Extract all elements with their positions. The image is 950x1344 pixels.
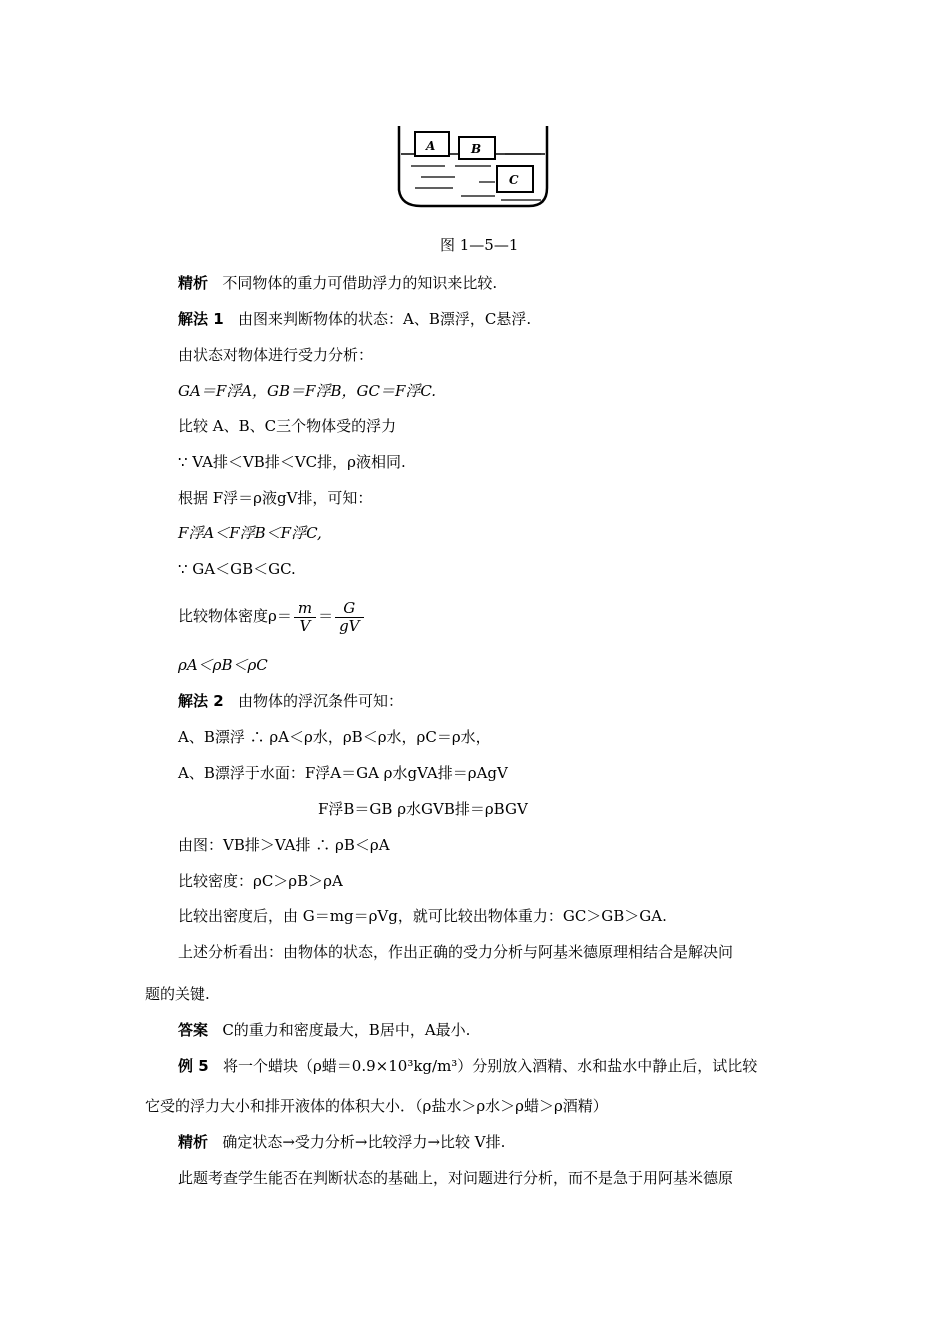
equals-sign: ＝ (318, 607, 334, 625)
formula-line-17: 比较密度：ρC＞ρB＞ρA (178, 872, 343, 890)
formula-line-9: ∵ GA＜GB＜GC. (178, 560, 296, 578)
figure-container-diagram (395, 122, 555, 212)
fraction-g-over-gv (335, 600, 363, 635)
analysis-line (178, 273, 497, 293)
formula-line-14: A、B漂浮于水面：F浮A＝GA ρ水gVA排＝ρAgV (178, 764, 508, 782)
analysis-text: 不同物体的重力可借助浮力的知识来比较. (222, 274, 498, 292)
method2-line (178, 691, 403, 711)
example5-line (178, 1056, 757, 1076)
formula-line-13: A、B漂浮 ∴ ρA＜ρ水，ρB＜ρ水，ρC＝ρ水， (178, 728, 491, 746)
fraction-denominator: V (299, 616, 311, 635)
answer-heading: 答案 (178, 1021, 209, 1039)
answer-text: C的重力和密度最大，B居中，A最小. (222, 1021, 471, 1039)
analysis2-line (178, 1132, 505, 1152)
text-line-23: 它受的浮力大小和排开液体的体积大小．（ρ盐水＞ρ水＞ρ蜡＞ρ酒精） (145, 1097, 608, 1115)
text-line-3: 由状态对物体进行受力分析： (178, 346, 374, 364)
block-a-label: A (426, 139, 436, 153)
answer-line (178, 1020, 470, 1040)
text-line-25: 此题考查学生能否在判断状态的基础上，对问题进行分析，而不是急于用阿基米德原 (178, 1169, 734, 1187)
method1-line (178, 309, 531, 329)
analysis-heading: 精析 (178, 274, 209, 292)
fraction-numerator: m (294, 600, 316, 618)
formula-line-7: 根据 F浮＝ρ液gV排，可知： (178, 489, 373, 507)
text-line-5: 比较 A、B、C三个物体受的浮力 (178, 417, 397, 435)
formula-line-15: F浮B＝GB ρ水GVB排＝ρBGV (318, 800, 528, 818)
block-b-label: B (471, 142, 482, 156)
text-line-19: 上述分析看出：由物体的状态，作出正确的受力分析与阿基米德原理相结合是解决问 (178, 943, 734, 961)
analysis2-text: 确定状态→受力分析→比较浮力→比较 V排. (222, 1133, 506, 1151)
density-formula-line (178, 596, 366, 636)
text-line-18: 比较出密度后，由 G＝mg＝ρVg，就可比较出物体重力：GC＞GB＞GA. (178, 907, 667, 925)
density-formula-prefix: 比较物体密度ρ＝ (178, 607, 292, 625)
method1-text: 由图来判断物体的状态：A、B漂浮，C悬浮. (237, 310, 532, 328)
analysis2-heading: 精析 (178, 1133, 209, 1151)
formula-line-16: 由图：VB排＞VA排 ∴ ρB＜ρA (178, 836, 390, 854)
formula-line-8: F浮A＜F浮B＜F浮C, (178, 524, 322, 542)
method2-heading: 解法 2 (178, 692, 224, 710)
method1-heading: 解法 1 (178, 310, 224, 328)
fraction-numerator: G (335, 600, 363, 618)
text-line-20: 题的关键. (145, 985, 210, 1003)
block-c-label: C (509, 173, 519, 187)
formula-line-11: ρA＜ρB＜ρC (178, 656, 268, 674)
method2-text: 由物体的浮沉条件可知： (237, 692, 403, 710)
example5-heading: 例 5 (178, 1057, 209, 1075)
fraction-m-over-v (294, 600, 316, 635)
figure-caption: 图 1—5—1 (440, 236, 519, 254)
example5-text: 将一个蜡块（ρ蜡＝0.9×10³kg/m³）分别放入酒精、水和盐水中静止后，试比较 (222, 1057, 758, 1075)
formula-line-4: GA＝F浮A，GB＝F浮B，GC＝F浮C. (178, 382, 437, 400)
formula-line-6: ∵ VA排＜VB排＜VC排，ρ液相同. (178, 453, 406, 471)
fraction-denominator: gV (339, 616, 360, 635)
